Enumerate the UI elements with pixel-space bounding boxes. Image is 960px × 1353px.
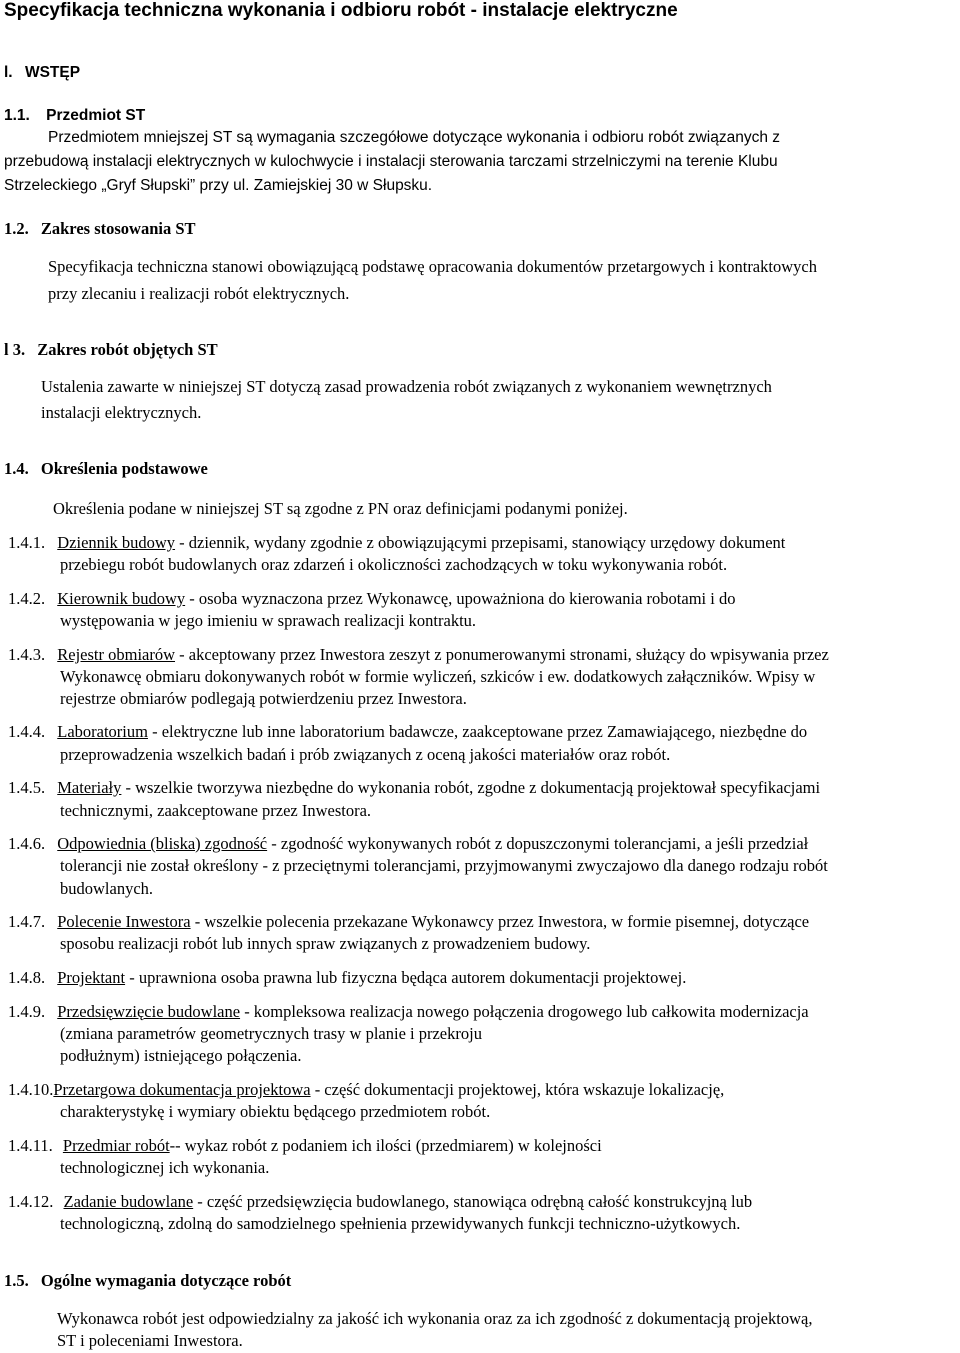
definition-number: 1.4.5. [8, 778, 46, 797]
definition-continuation: przeprowadzenia wszelkich badań i prób związanych z oceną jakości materiałów oraz robót. [60, 745, 671, 764]
definition-number: 1.4.11. [8, 1136, 53, 1155]
definition-item [8, 532, 785, 554]
definition-number: 1.4.7. [8, 912, 46, 931]
section-title: WSTĘP [24, 64, 81, 81]
subsection-number: l 3. [4, 340, 26, 359]
subsection-number: 1.4. [4, 459, 29, 478]
paragraph-line: Specyfikacja techniczna stanowi obowiązującą podstawę opracowania dokumentów przetargowych i kontraktowych [48, 257, 817, 276]
definition-number: 1.4.3. [8, 645, 46, 664]
definition-continuation: technicznymi, zaakceptowane przez Inwestora. [60, 801, 372, 820]
subsection-title: Zakres stosowania ST [40, 219, 196, 238]
definition-continuation: (zmiana parametrów geometrycznych trasy w planie i przekroju [60, 1024, 482, 1043]
definition-item [8, 721, 807, 743]
definition-item [8, 644, 829, 666]
definition-item [8, 777, 820, 799]
definition-term: Polecenie Inwestora [57, 912, 191, 931]
subsection-number: 1.5. [4, 1271, 29, 1290]
paragraph-line: Strzeleckiego „Gryf Słupski” przy ul. Zamiejskiej 30 w Słupsku. [4, 177, 433, 194]
subsection-heading-1-4 [4, 458, 208, 480]
subsection-number: 1.2. [4, 219, 29, 238]
definition-text: - część przedsięwzięcia budowlanego, stanowiąca odrębną całość konstrukcyjną lub [193, 1192, 753, 1211]
definition-text: - kompleksowa realizacja nowego połączenia drogowego lub całkowita modernizacja [240, 1002, 809, 1021]
definition-term: Rejestr obmiarów [57, 645, 176, 664]
subsection-heading-1-1 [4, 105, 145, 127]
definition-continuation: przebiegu robót budowlanych oraz zdarzeń i okoliczności zachodzących w toku wykonywania robót. [60, 555, 728, 574]
section-number: l. [4, 64, 13, 81]
subsection-title: Zakres robót objętych ST [37, 340, 218, 359]
subsection-title: Określenia podstawowe [40, 459, 208, 478]
definition-continuation: sposobu realizacji robót lub innych spraw związanych z prowadzeniem budowy. [60, 934, 591, 953]
definition-term: Projektant [57, 968, 126, 987]
paragraph-line: ST i poleceniami Inwestora. [57, 1331, 243, 1350]
paragraph-line: przy zlecaniu i realizacji robót elektrycznych. [48, 284, 350, 303]
definition-text: - wszelkie tworzywa niezbędne do wykonania robót, zgodne z dokumentacją projektował specyfikacjami [121, 778, 821, 797]
definition-text: - uprawniona osoba prawna lub fizyczna będąca autorem dokumentacji projektowej. [125, 968, 687, 987]
definition-item [8, 1135, 602, 1157]
definition-item [8, 588, 735, 610]
subsection-number: 1.1. [4, 107, 30, 124]
definition-term: Przedsięwzięcie budowlane [57, 1002, 241, 1021]
definition-term: Laboratorium [57, 722, 148, 741]
paragraph-line: Wykonawca robót jest odpowiedzialny za jakość ich wykonania oraz za ich zgodność z dokumentacją projektową, [57, 1309, 813, 1328]
definition-text: - zgodność wykonywanych robót z dopuszczonymi tolerancjami, a jeśli przedział [267, 834, 809, 853]
definition-number: 1.4.10. [8, 1080, 54, 1099]
definition-item [8, 911, 809, 933]
definition-term: Odpowiednia (bliska) zgodność [57, 834, 268, 853]
definition-continuation: podłużnym) istniejącego połączenia. [60, 1046, 302, 1065]
document-title: Specyfikacja techniczna wykonania i odbioru robót - instalacje elektryczne [4, 0, 678, 21]
definition-text: -- wykaz robót z podaniem ich ilości (przedmiarem) w kolejności [169, 1136, 602, 1155]
paragraph-line: Przedmiotem mniejszej ST są wymagania szczegółowe dotyczące wykonania i odbioru robót związanych z [48, 129, 780, 146]
definitions-intro: Określenia podane w niniejszej ST są zgodne z PN oraz definicjami podanymi poniżej. [53, 499, 628, 518]
paragraph-line: Ustalenia zawarte w niniejszej ST dotyczą zasad prowadzenia robót związanych z wykonaniem wewnętrznych [41, 377, 772, 396]
paragraph-line: przebudową instalacji elektrycznych w kulochwycie i instalacji sterowania tarczami strzelniczymi na terenie Klubu [4, 153, 778, 170]
definition-number: 1.4.6. [8, 834, 46, 853]
definition-term: Przedmiar robót [62, 1136, 170, 1155]
section-heading-wstep [4, 62, 80, 84]
definition-continuation: rejestrze obmiarów podlegają potwierdzeniu przez Inwestora. [60, 689, 467, 708]
subsection-heading-1-2 [4, 218, 196, 240]
subsection-title: Przedmiot ST [46, 107, 146, 124]
definition-item [8, 967, 686, 989]
definition-item [8, 1001, 809, 1023]
definition-term: Dziennik budowy [57, 533, 176, 552]
definition-number: 1.4.9. [8, 1002, 46, 1021]
subsection-heading-1-3 [4, 339, 218, 361]
definition-text: - osoba wyznaczona przez Wykonawcę, upoważniona do kierowania robotami i do [185, 589, 736, 608]
definition-number: 1.4.12. [8, 1192, 54, 1211]
paragraph-line: instalacji elektrycznych. [41, 403, 202, 422]
definition-term: Zadanie budowlane [63, 1192, 194, 1211]
definition-text: - akceptowany przez Inwestora zeszyt z ponumerowanymi stronami, służący do wpisywania przez [175, 645, 829, 664]
definition-term: Materiały [57, 778, 122, 797]
definition-continuation: występowania w jego imieniu w sprawach realizacji kontraktu. [60, 611, 477, 630]
subsection-title: Ogólne wymagania dotyczące robót [40, 1271, 292, 1290]
definition-item [8, 1191, 752, 1213]
definition-continuation: charakterystykę i wymiary obiektu będącego przedmiotem robót. [60, 1102, 491, 1121]
definition-continuation: tolerancji nie został określony - z przeciętnymi tolerancjami, przyjmowanymi zwyczajowo dla danego rodzaju robót [60, 856, 828, 875]
definition-number: 1.4.2. [8, 589, 46, 608]
definition-text: - wszelkie polecenia przekazane Wykonawcy przez Inwestora, w formie pisemnej, dotyczące [190, 912, 810, 931]
definition-term: Kierownik budowy [57, 589, 186, 608]
definition-continuation: budowlanych. [60, 879, 154, 898]
definition-text: - elektryczne lub inne laboratorium badawcze, zaakceptowane przez Zamawiającego, niezbędne do [147, 722, 808, 741]
definition-item [8, 1079, 724, 1101]
definition-text: - część dokumentacji projektowej, która wskazuje lokalizację, [310, 1080, 725, 1099]
definition-text: - dziennik, wydany zgodnie z obowiązującymi przepisami, stanowiący urzędowy dokument [175, 533, 786, 552]
subsection-heading-1-5 [4, 1270, 291, 1292]
definition-item [8, 833, 808, 855]
definition-continuation: technologiczną, zdolną do samodzielnego spełnienia przewidywanych funkcji techniczno-użytkowych. [60, 1214, 741, 1233]
definition-continuation: technologicznej ich wykonania. [60, 1158, 270, 1177]
definition-number: 1.4.4. [8, 722, 46, 741]
definition-number: 1.4.8. [8, 968, 46, 987]
definition-continuation: Wykonawcę obmiaru dokonywanych robót w formie wyliczeń, szkiców i ew. dodatkowych załączników. Wpisy w [60, 667, 816, 686]
definition-term: Przetargowa dokumentacja projektowa [53, 1080, 311, 1099]
definition-number: 1.4.1. [8, 533, 46, 552]
